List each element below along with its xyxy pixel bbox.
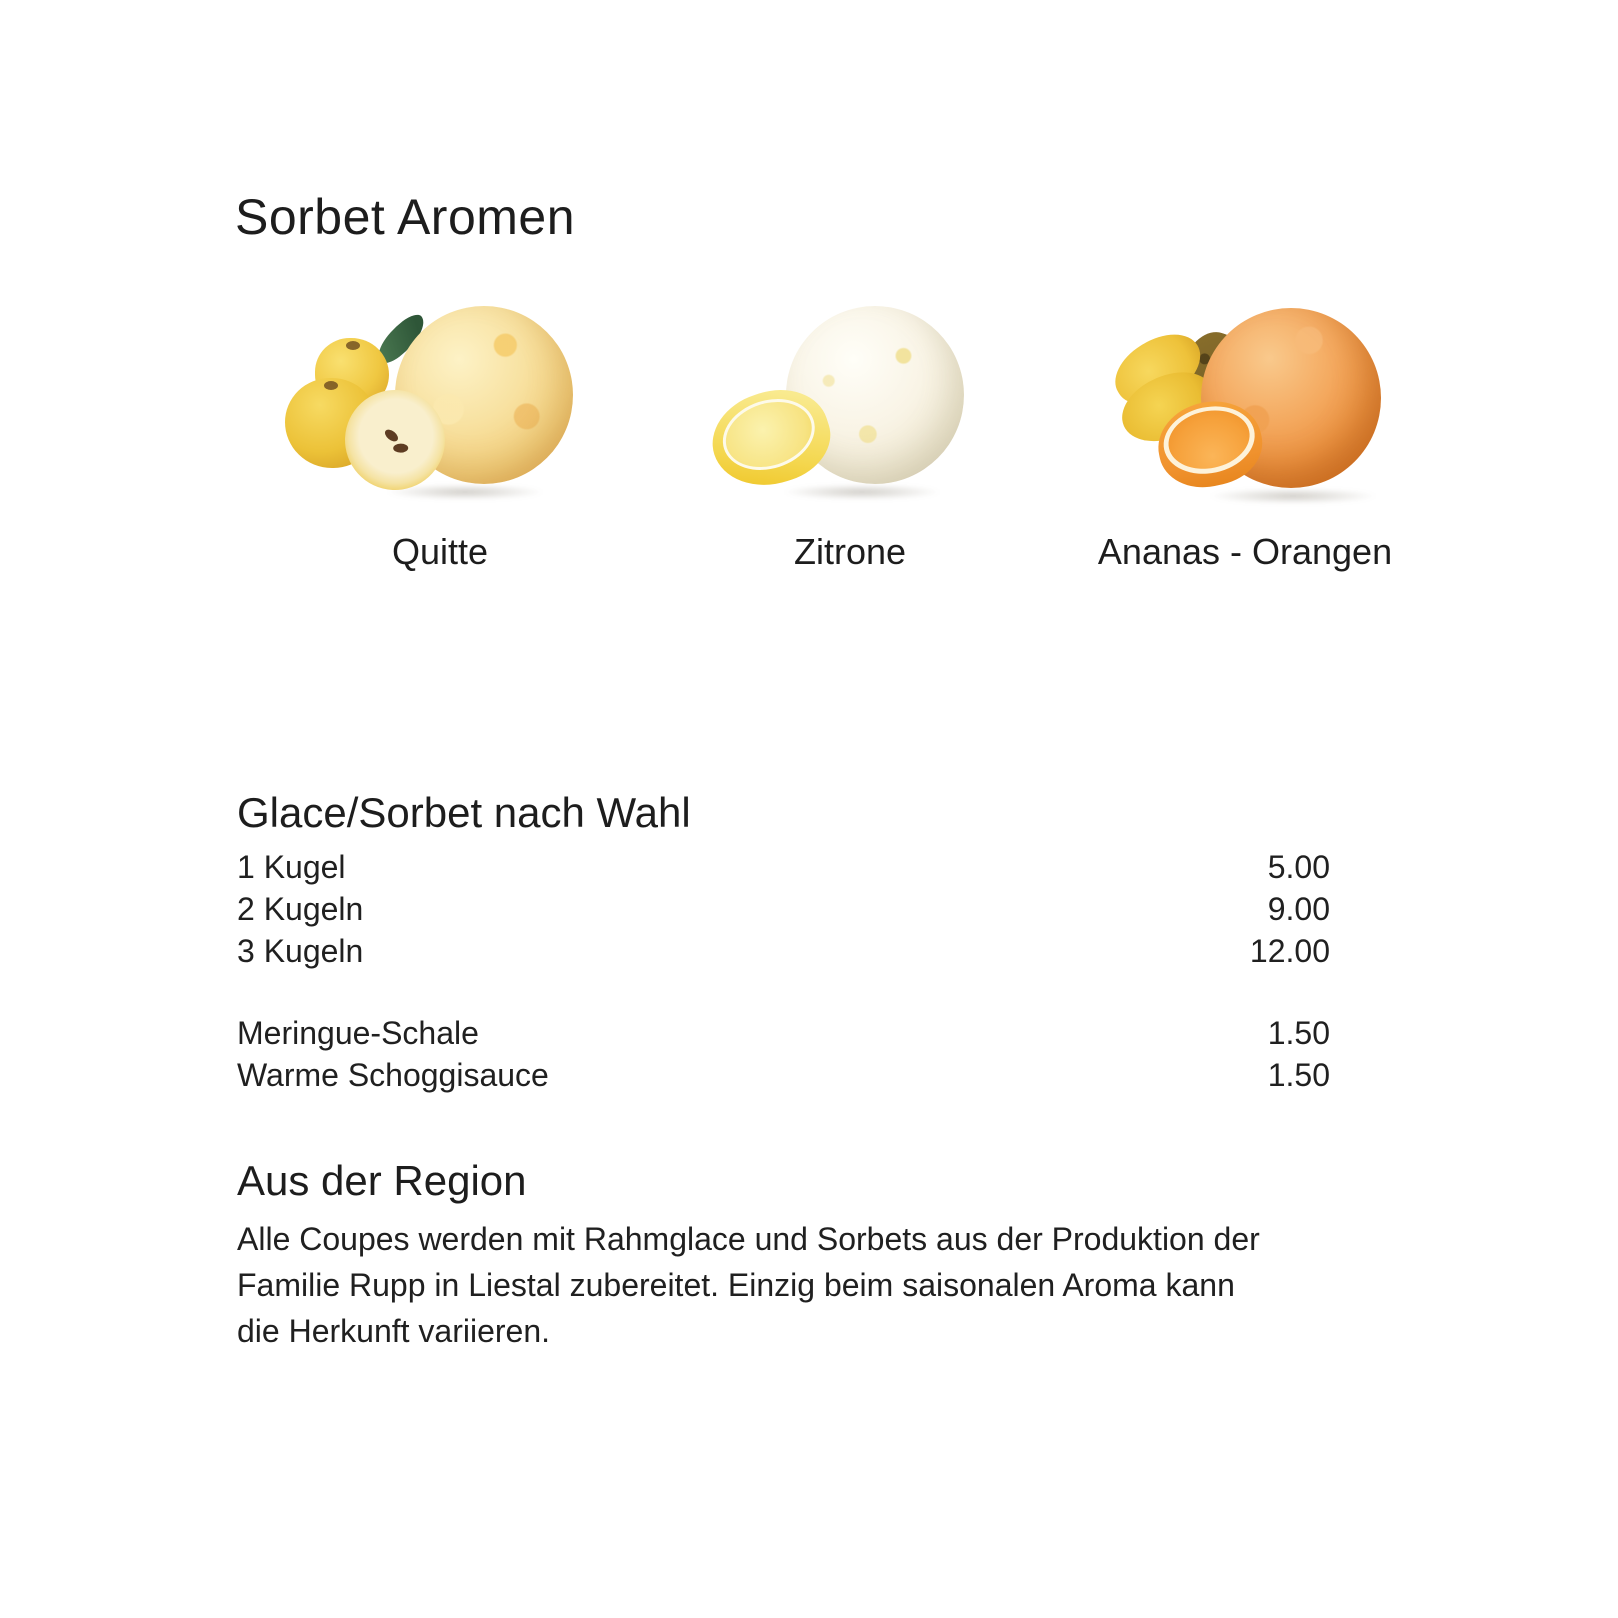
lemon-flesh [714, 388, 824, 482]
item-price: 1.50 [1267, 1057, 1330, 1093]
price-row [237, 846, 1330, 888]
item-label: 3 Kugeln [237, 933, 364, 969]
region-line: die Herkunft variieren. [237, 1313, 551, 1349]
item-label: 2 Kugeln [237, 891, 364, 927]
price-row [237, 1012, 1330, 1054]
lemon-sorbet-image [700, 300, 1000, 502]
price-extras [237, 1012, 1330, 1096]
item-price: 1.50 [1267, 1015, 1330, 1051]
flavor-card-zitrone [700, 300, 1000, 572]
scoop-shadow [1208, 488, 1378, 504]
price-row [237, 930, 1330, 972]
quince-dimple [324, 381, 338, 390]
flavor-label-zitrone: Zitrone [793, 531, 907, 572]
pineapple-orange-sorbet-image [1080, 300, 1410, 502]
flavor-card-quitte [285, 300, 595, 572]
region-paragraph [237, 1216, 1347, 1354]
page-title: Sorbet Aromen [235, 189, 576, 245]
flavor-label-ananas-orangen: Ananas - Orangen [1097, 531, 1393, 572]
flavor-label-quitte: Quitte [391, 531, 489, 572]
flavor-card-ananas-orangen [1080, 300, 1410, 572]
quince-dimple [346, 341, 360, 350]
item-price: 9.00 [1267, 891, 1330, 927]
price-list [237, 788, 1330, 1096]
item-label: 1 Kugel [237, 849, 346, 885]
region-heading: Aus der Region [237, 1157, 527, 1204]
price-row [237, 888, 1330, 930]
item-price: 5.00 [1267, 849, 1330, 885]
price-list-heading: Glace/Sorbet nach Wahl [237, 789, 691, 836]
region-section [237, 1156, 1347, 1354]
scoop-shadow [782, 484, 942, 500]
quince-sorbet-image [285, 300, 595, 502]
region-line: Familie Rupp in Liestal zubereitet. Einzig beim saisonalen Aroma kann [237, 1267, 1235, 1303]
quince-seed [393, 443, 408, 452]
region-line: Alle Coupes werden mit Rahmglace und Sorbets aus der Produktion der [237, 1221, 1260, 1257]
item-label: Meringue-Schale [237, 1015, 479, 1051]
item-price: 12.00 [1249, 933, 1330, 969]
quince-seed [383, 427, 400, 443]
item-label: Warme Schoggisauce [237, 1057, 549, 1093]
price-row [237, 1054, 1330, 1096]
